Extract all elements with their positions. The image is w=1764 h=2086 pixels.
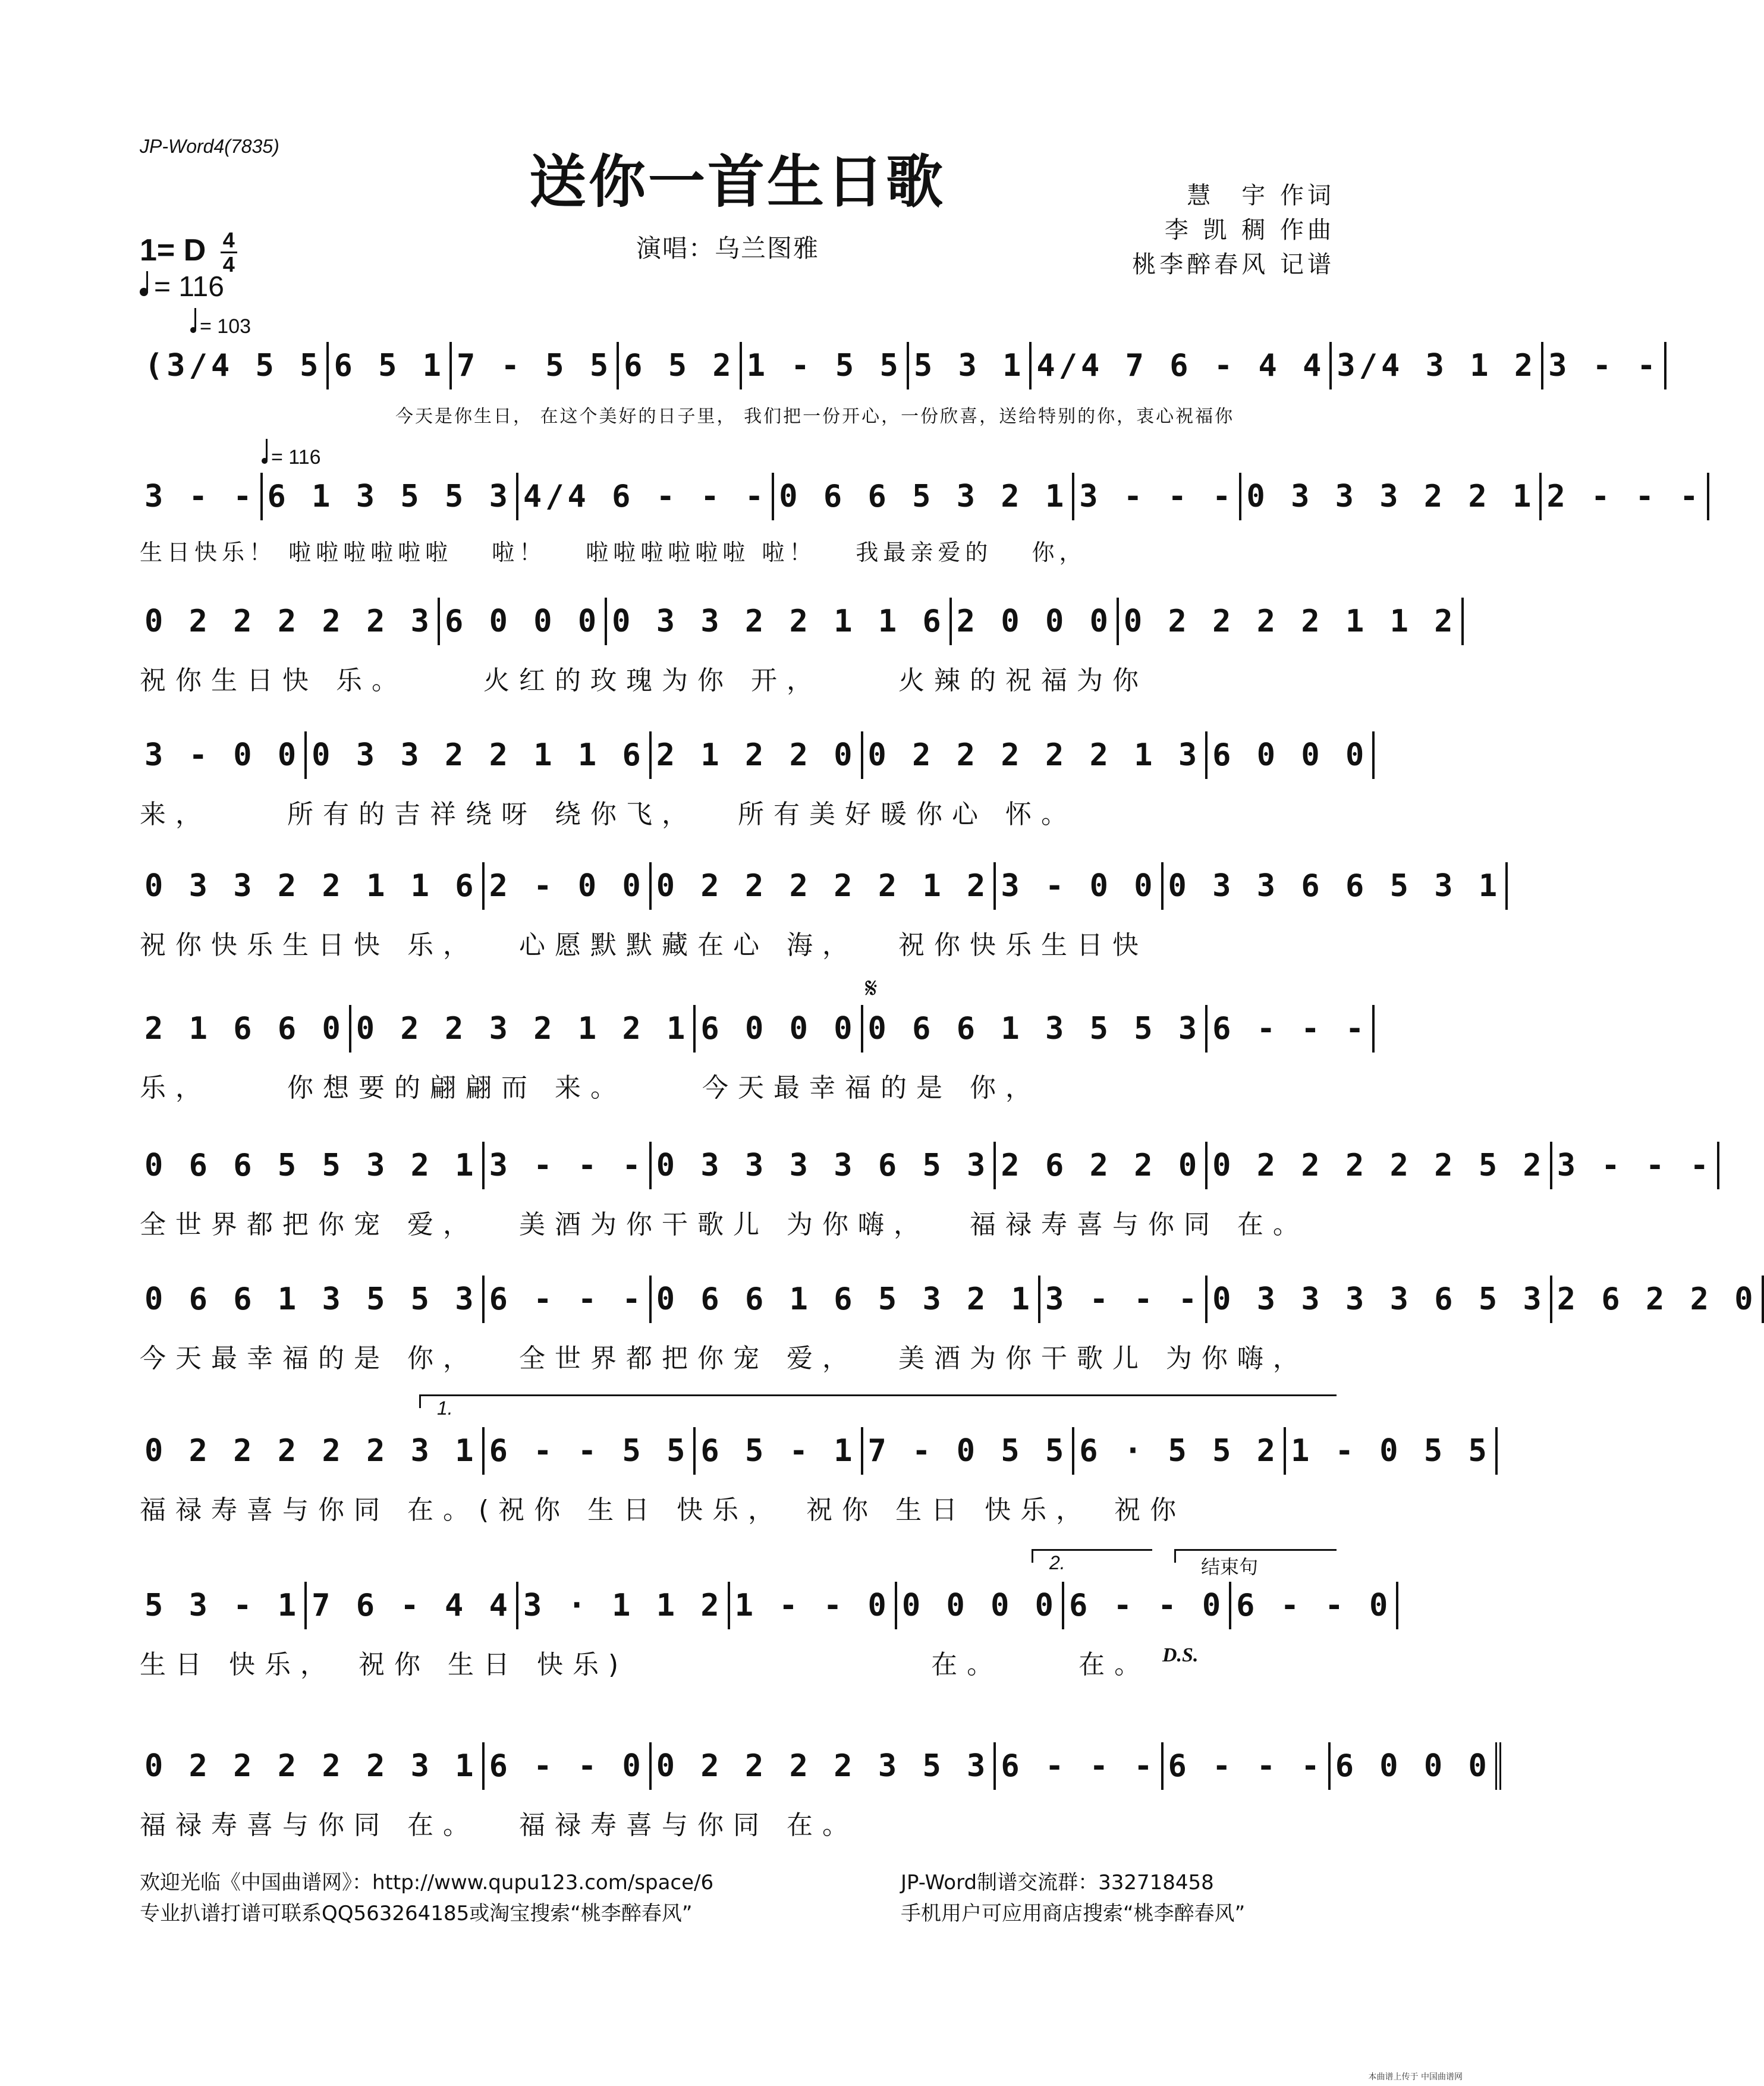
footer-group: JP-Word制谱交流群：332718458: [901, 1871, 1214, 1895]
measure: 7 6 - 4 4: [307, 1582, 518, 1629]
footer-app: 手机用户可应用商店搜索“桃李醉春风”: [901, 1902, 1246, 1925]
measure: 6 - - 5 5: [485, 1427, 696, 1475]
measure: 4/4 6 - - -: [518, 473, 774, 520]
quarter-note-icon: [140, 288, 148, 296]
score-row-10: [140, 1552, 1392, 1698]
volta-label-2: 2.: [1049, 1552, 1065, 1573]
measure: 5 3 1: [909, 342, 1032, 389]
measure: 0 2 2 2 2 2 1 2: [652, 862, 996, 910]
measure: 4/4 7 6 - 4 4: [1032, 342, 1332, 389]
measure: 3 - - -: [1040, 1276, 1208, 1323]
score-row-9: [140, 1397, 1491, 1543]
notes: [140, 595, 1457, 648]
key-label: 1= D: [140, 233, 206, 268]
quarter-note-icon: [262, 458, 268, 464]
notes: [140, 339, 1659, 392]
measure: 0 6 6 1 3 5 5 3: [863, 1005, 1208, 1053]
score-row-11: [140, 1739, 1491, 1858]
measure: 6 0 0 0: [1331, 1742, 1501, 1790]
tempo-value: = 116: [154, 271, 224, 303]
volta-label-1: 1.: [437, 1397, 453, 1419]
score-row-7: [140, 1139, 1712, 1258]
notes: [140, 1579, 1392, 1632]
notes: [140, 1739, 1491, 1793]
notes: [140, 1273, 1757, 1326]
transcriber: 桃李醉春风 记谱: [1132, 251, 1335, 278]
measure: 0 6 6 1 3 5 5 3: [140, 1276, 485, 1323]
measure: 0 2 2 2 2 3 5 3: [652, 1742, 996, 1790]
measure: 0 2 2 2 2 1 1 2: [1119, 598, 1464, 645]
measure: 1 - 5 5: [742, 342, 909, 389]
measure: 0 2 2 2 2 2 3: [140, 598, 440, 645]
notes: [140, 1139, 1712, 1192]
measure: 6 0 0 0: [440, 598, 607, 645]
lyrics: 生日快乐！ 啦啦啦啦啦啦 啦！ 啦啦啦啦啦啦 啦！ 我最亲爱的 你，: [140, 539, 1087, 566]
measure: 6 - - 0: [1064, 1582, 1231, 1629]
lyrics: 全世界都把你宠 爱， 美酒为你干歌儿 为你嗨， 福禄寿喜与你同 在。: [140, 1209, 1309, 1240]
measure: 0 2 2 2 2 2 3 1: [140, 1742, 485, 1790]
measure: 0 0 0 0: [897, 1582, 1064, 1629]
measure: 3 - -: [1543, 342, 1666, 389]
lyrics: 乐， 你想要的翩翩而 来。 今天最幸福的是 你，: [140, 1073, 1041, 1103]
score-row-3: [140, 595, 1457, 714]
measure: 1 - - 0: [730, 1582, 897, 1629]
measure: 6 - - -: [996, 1742, 1163, 1790]
measure: 0 2 2 2 2 2 1 3: [863, 731, 1208, 779]
measure: 6 5 1: [329, 342, 452, 389]
measure: (3/4 5 5: [140, 342, 329, 389]
score-row-5: [140, 859, 1501, 978]
lyrics: 祝你快乐生日快 乐， 心愿默默藏在心 海， 祝你快乐生日快: [140, 930, 1148, 960]
measure: 6 - - -: [1164, 1742, 1331, 1790]
measure: 6 - - -: [1208, 1005, 1375, 1053]
notes: [140, 859, 1501, 913]
lyricist: 慧 宇 作词: [1187, 182, 1335, 209]
measure: 0 6 6 1 6 5 3 2 1: [652, 1276, 1040, 1323]
volta-bracket-1: [419, 1394, 1337, 1408]
composer: 李 凯 稠 作曲: [1164, 216, 1335, 244]
time-bottom: 4: [222, 252, 235, 277]
measure: 6 - - 0: [485, 1742, 652, 1790]
measure: 2 - 0 0: [485, 862, 652, 910]
measure: 0 2 2 2 2 2 3 1: [140, 1427, 485, 1475]
measure: 0 3 3 6 6 5 3 1: [1164, 862, 1508, 910]
measure: 0 3 3 3 3 6 5 3: [1208, 1276, 1552, 1323]
lyrics: 今天是你生日， 在这个美好的日子里， 我们把一份开心，一份欣喜，送给特别的你，衷心祝福你: [395, 406, 1235, 427]
lyrics: 今天最幸福的是 你， 全世界都把你宠 爱， 美酒为你干歌儿 为你嗨，: [140, 1343, 1309, 1374]
measure: 3 - - -: [1552, 1142, 1719, 1189]
footer-website: 欢迎光临《中国曲谱网》：http://www.qupu123.com/space/6: [140, 1871, 714, 1895]
lyrics: 生日 快乐， 祝你 生日 快乐) 在。 在。: [140, 1650, 1150, 1680]
notes: [140, 470, 1702, 523]
measure: 0 6 6 5 3 2 1: [774, 473, 1074, 520]
measure: 7 - 0 5 5: [863, 1427, 1075, 1475]
score-row-6: [140, 973, 1368, 1121]
song-title: 送你一首生日歌: [529, 148, 945, 215]
measure: 3 - -: [140, 473, 263, 520]
measure: 3/4 3 1 2: [1332, 342, 1543, 389]
notes: [140, 1002, 1368, 1055]
key-signature: [140, 229, 237, 276]
lyrics: 福禄寿喜与你同 在。 福禄寿喜与你同 在。: [140, 1810, 858, 1840]
footer-right: [901, 1867, 1245, 1929]
measure: 6 0 0 0: [696, 1005, 863, 1053]
credits: [1132, 178, 1335, 282]
measure: 6 5 2: [619, 342, 742, 389]
measure: 2 6 2 2 0: [1552, 1276, 1764, 1323]
measure: 0 3 3 3 2 2 1: [1241, 473, 1542, 520]
notes: [140, 1424, 1491, 1478]
measure: 2 1 2 2 0: [652, 731, 863, 779]
measure: 5 3 - 1: [140, 1582, 307, 1629]
measure: 6 - - -: [485, 1276, 652, 1323]
measure: 6 5 - 1: [696, 1427, 863, 1475]
upload-stamp: 本曲谱上传于 中国曲谱网: [1368, 2072, 1463, 2082]
measure: 3 - 0 0: [996, 862, 1163, 910]
measure: 2 6 2 2 0: [996, 1142, 1208, 1189]
measure: 6 - - 0: [1231, 1582, 1398, 1629]
measure: 0 2 2 3 2 1 2 1: [351, 1005, 696, 1053]
measure: 0 2 2 2 2 2 5 2: [1208, 1142, 1552, 1189]
quarter-note-icon: [190, 327, 196, 333]
notes: [140, 728, 1368, 782]
measure: 3 - - -: [485, 1142, 652, 1189]
singer: 演唱：乌兰图雅: [636, 234, 820, 263]
measure: 0 6 6 5 5 3 2 1: [140, 1142, 485, 1189]
measure: 0 3 3 2 2 1 1 6: [307, 731, 652, 779]
measure: 2 1 6 6 0: [140, 1005, 351, 1053]
score-row-2: [140, 446, 1702, 566]
measure: 2 0 0 0: [952, 598, 1119, 645]
tempo-marking: [140, 271, 224, 303]
measure: 1 - 0 5 5: [1286, 1427, 1498, 1475]
tempo-change: = 103: [190, 315, 251, 338]
footer-contact: 专业扒谱打谱可联系QQ563264185或淘宝搜索“桃李醉春风”: [140, 1902, 693, 1925]
tempo-change: = 116: [262, 446, 321, 469]
ending-label: 结束句: [1201, 1556, 1259, 1578]
score-row-1: [140, 315, 1659, 428]
time-signature: [221, 229, 237, 276]
measure: 7 - 5 5: [452, 342, 619, 389]
ds-marking: D.S.: [1162, 1644, 1199, 1666]
measure: 6 0 0 0: [1208, 731, 1375, 779]
score-row-4: [140, 728, 1368, 847]
lyrics: 福禄寿喜与你同 在。(祝你 生日 快乐， 祝你 生日 快乐， 祝你: [140, 1495, 1186, 1525]
measure: 6 1 3 5 5 3: [263, 473, 518, 520]
measure: 6 · 5 5 2: [1074, 1427, 1286, 1475]
measure: 3 - 0 0: [140, 731, 307, 779]
footer-left: [140, 1867, 713, 1929]
software-label: JP-Word4(7835): [140, 136, 279, 157]
score-row-8: [140, 1273, 1757, 1391]
segno-icon: 𝄋: [865, 973, 878, 1004]
measure: 3 - - -: [1074, 473, 1241, 520]
lyrics: 来， 所有的吉祥绕呀 绕你飞， 所有美好暖你心 怀。: [140, 799, 1077, 830]
measure: 0 3 3 2 2 1 1 6: [607, 598, 952, 645]
measure: 0 3 3 3 3 6 5 3: [652, 1142, 996, 1189]
lyrics: 祝你生日快 乐。 火红的玫瑰为你 开， 火辣的祝福为你: [140, 665, 1148, 696]
measure: 2 - - -: [1542, 473, 1709, 520]
measure: 0 3 3 2 2 1 1 6: [140, 862, 485, 910]
measure: 3 · 1 1 2: [518, 1582, 730, 1629]
time-top: 4: [222, 228, 235, 252]
